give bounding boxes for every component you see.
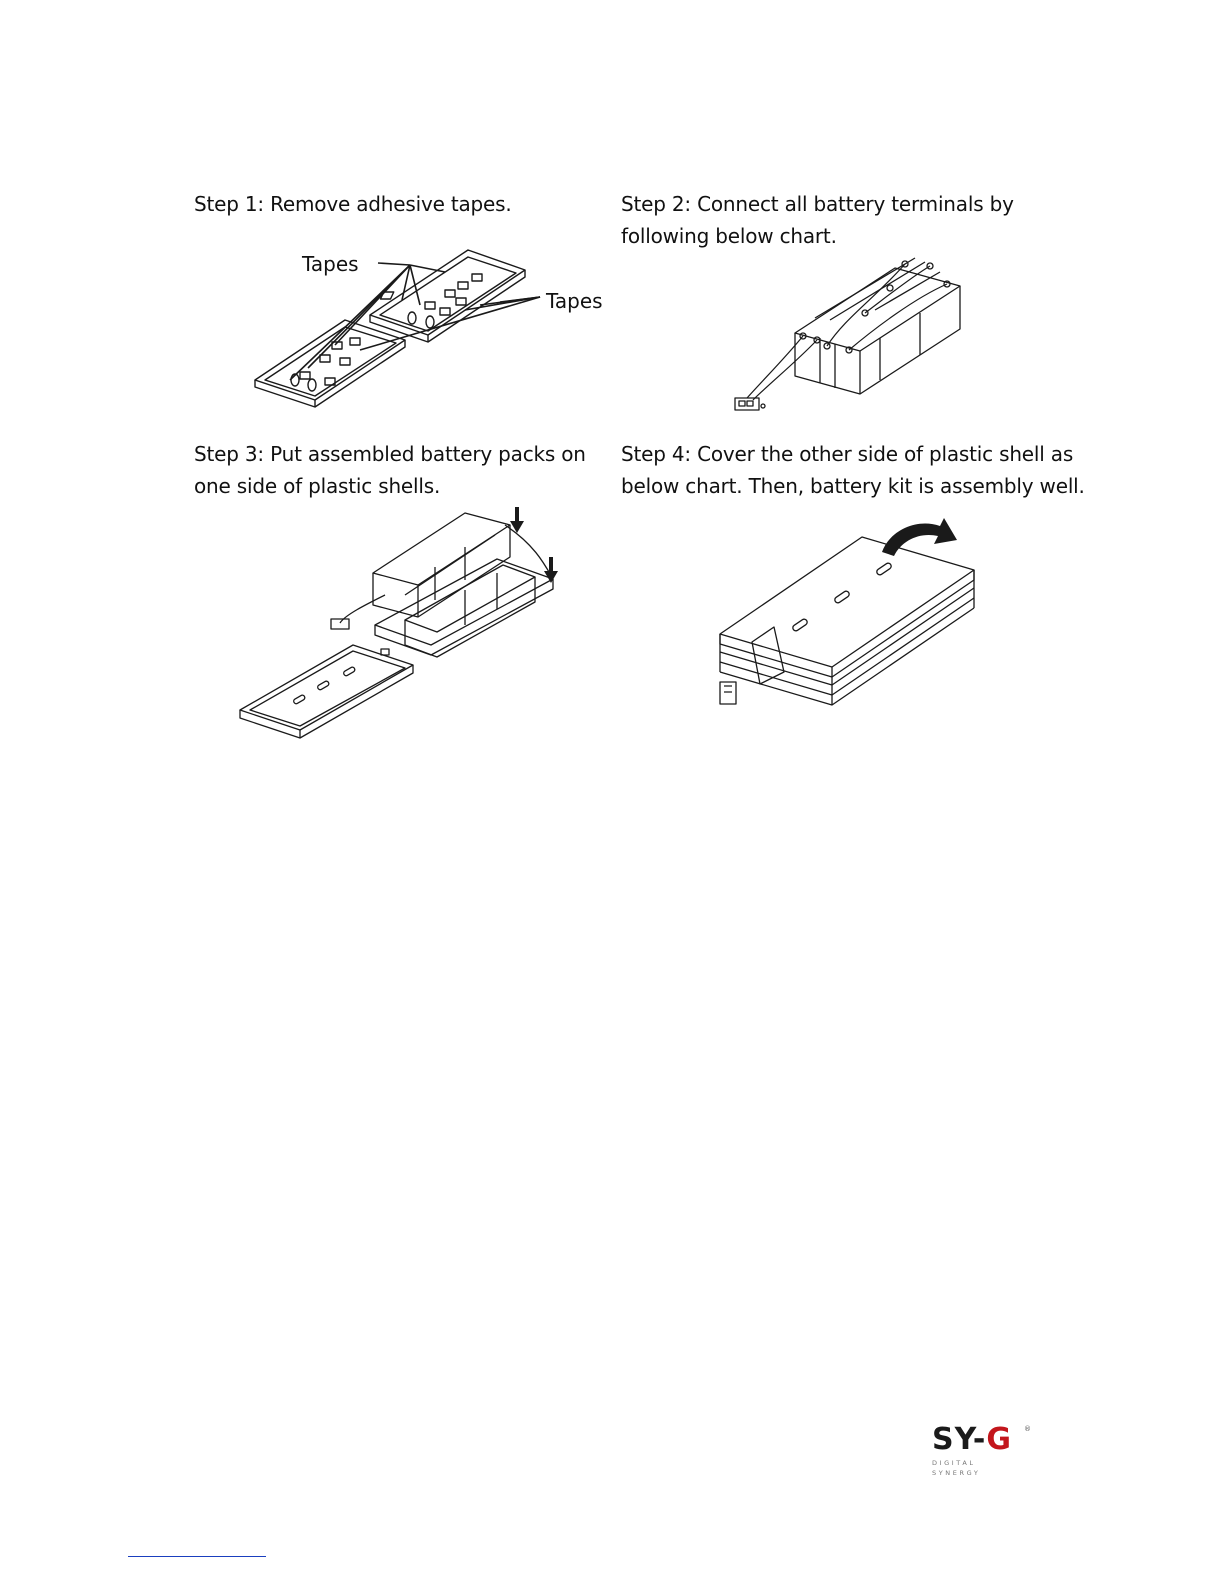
stacked-shells xyxy=(720,537,974,705)
empty-shell xyxy=(240,645,413,738)
step-4-line-1: Step 4: Cover the other side of plastic shell as xyxy=(621,442,1074,466)
lower-tray xyxy=(255,320,405,407)
step-4-caption xyxy=(621,438,1085,502)
step-3-caption xyxy=(194,438,586,502)
step-3-line-2: one side of plastic shells. xyxy=(194,474,441,498)
registered-mark: ® xyxy=(1024,1425,1031,1433)
step-4-line-2: below chart. Then, battery kit is assembly well. xyxy=(621,474,1085,498)
wiring-harness xyxy=(747,264,947,400)
step-3-line-1: Step 3: Put assembled battery packs on xyxy=(194,442,586,466)
kit-connector xyxy=(720,682,736,704)
tapes-label-right: Tapes xyxy=(546,289,603,313)
footer-link-rule xyxy=(128,1556,266,1557)
step-2-line-1: Step 2: Connect all battery terminals by xyxy=(621,192,1014,216)
logo-tagline: DIGITAL SYNERGY xyxy=(932,1459,981,1477)
figure-4-covered-battery-kit xyxy=(712,512,992,717)
upper-battery-pack xyxy=(373,513,510,617)
logo-brand-right: G xyxy=(986,1422,1012,1457)
logo-brand-left: SY- xyxy=(932,1422,987,1457)
step-1-caption xyxy=(194,188,512,220)
step-1-line-1: Step 1: Remove adhesive tapes. xyxy=(194,192,512,216)
rotate-arrow xyxy=(882,518,957,556)
step-2-caption xyxy=(621,188,1014,252)
battery-block xyxy=(795,258,960,394)
tapes-label-left: Tapes xyxy=(302,252,359,276)
connector-plug xyxy=(735,398,765,410)
sy-g-logo xyxy=(932,1422,1031,1477)
logo-wordmark xyxy=(932,1422,1028,1457)
figure-2-battery-wiring xyxy=(725,258,965,428)
figure-3-packs-onto-shell xyxy=(235,505,570,745)
pack-cable xyxy=(331,525,553,629)
lower-battery-pack-in-shell xyxy=(375,559,553,657)
figure-1-trays-with-tapes xyxy=(240,240,620,415)
shell-slots xyxy=(792,562,893,632)
step-2-line-2: following below chart. xyxy=(621,224,837,248)
